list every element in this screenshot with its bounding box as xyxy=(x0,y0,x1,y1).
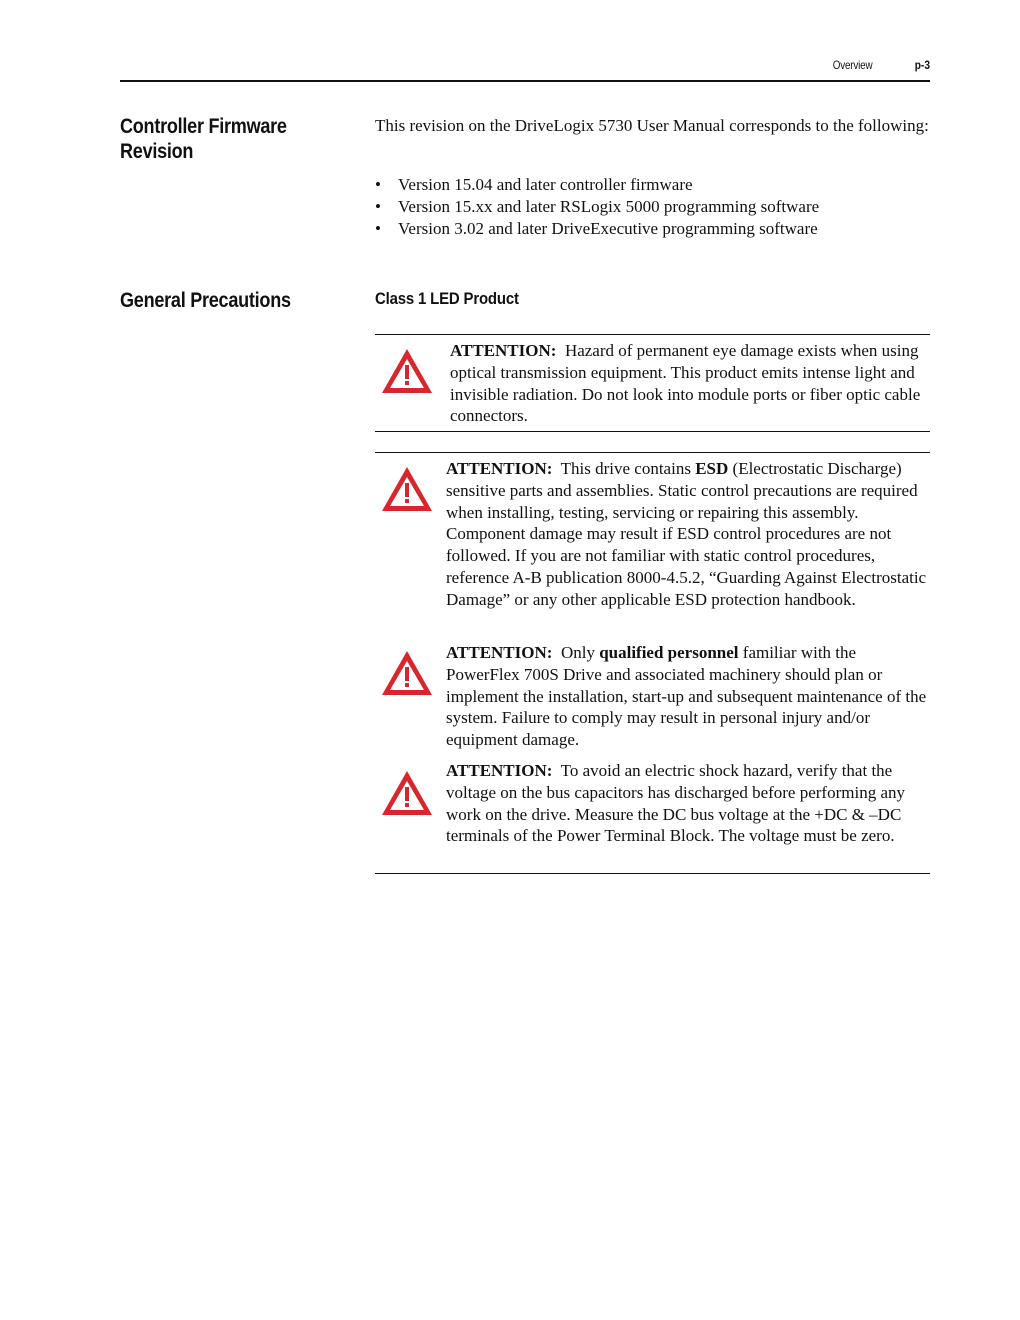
bullet-icon: • xyxy=(375,175,381,194)
firmware-heading-line1: Controller Firmware xyxy=(120,115,287,138)
attention-shock-body: To avoid an electric shock hazard, verify that the voltage on the bus capacitors has discharged before performing any work on the drive. Measure the DC bus voltage at the +DC & –DC terminals of the Power Terminal Block. The voltage must be zero. xyxy=(446,761,905,846)
attention-esd xyxy=(375,458,930,634)
warning-triangle-icon xyxy=(379,464,435,514)
attention-esd-text xyxy=(446,458,930,611)
bullet-text: Version 15.04 and later controller firmware xyxy=(398,175,693,194)
attention-personnel-after: familiar with the PowerFlex 700S Drive and associated machinery should plan or implement the installation, start-up and subsequent maintenance of the system. Failure to comply may result in personal injury and/or equipment damage. xyxy=(446,643,927,750)
page-number: p-3 xyxy=(914,58,930,72)
running-header xyxy=(120,56,930,76)
attention-label: ATTENTION: xyxy=(450,341,557,360)
firmware-intro: This revision on the DriveLogix 5730 User Manual corresponds to the following: xyxy=(375,116,929,135)
attention-label: ATTENTION: xyxy=(446,761,553,780)
attention-label: ATTENTION: xyxy=(446,643,553,662)
attention-personnel-bold: qualified personnel xyxy=(599,643,739,662)
attention-label: ATTENTION: xyxy=(446,459,553,478)
attention-personnel-text xyxy=(446,642,930,751)
list-item xyxy=(375,218,930,240)
attention-shock-text xyxy=(446,760,930,847)
bullet-icon: • xyxy=(375,197,381,216)
list-item xyxy=(375,196,930,218)
header-section-title: Overview xyxy=(832,58,872,72)
attention-personnel-before: Only xyxy=(560,643,595,662)
attention-led-body: Hazard of permanent eye damage exists when using optical transmission equipment. This product emits intense light and invisible radiation. Do not look into module ports or fiber optic cable connectors. xyxy=(450,341,921,426)
attention-esd-after: (Electrostatic Discharge) sensitive parts and assemblies. Static control precautions are required when installing, testing, servicing or repairing this assembly. Component damage may result if ESD control procedures are not followed. If you are not familiar with static control procedures, reference A-B publication 8000-4.5.2, “Guarding Against Electrostatic Damage” or any other applicable ESD protection handbook. xyxy=(446,459,927,609)
attention-personnel xyxy=(375,642,930,754)
attention-rule-bottom xyxy=(375,431,930,432)
firmware-heading xyxy=(120,114,326,164)
firmware-bullet-list xyxy=(375,174,930,240)
attention-led-text xyxy=(450,340,930,427)
attention-group-rule-top xyxy=(375,452,930,453)
header-rule xyxy=(120,80,930,82)
list-item xyxy=(375,174,930,196)
attention-shock xyxy=(375,760,930,870)
bullet-text: Version 3.02 and later DriveExecutive programming software xyxy=(398,219,818,238)
warning-triangle-icon xyxy=(379,648,435,698)
attention-esd-before: This drive contains xyxy=(560,459,691,478)
warning-triangle-icon xyxy=(379,768,435,818)
precautions-heading: General Precautions xyxy=(120,289,291,312)
firmware-heading-line2: Revision xyxy=(120,140,194,163)
led-product-subheading: Class 1 LED Product xyxy=(375,289,519,308)
attention-led xyxy=(375,340,930,430)
bullet-icon: • xyxy=(375,219,381,238)
warning-triangle-icon xyxy=(379,346,435,396)
attention-esd-bold: ESD xyxy=(695,459,729,478)
attention-rule-top xyxy=(375,334,930,335)
attention-group-rule-bottom xyxy=(375,873,930,874)
bullet-text: Version 15.xx and later RSLogix 5000 programming software xyxy=(398,197,820,216)
